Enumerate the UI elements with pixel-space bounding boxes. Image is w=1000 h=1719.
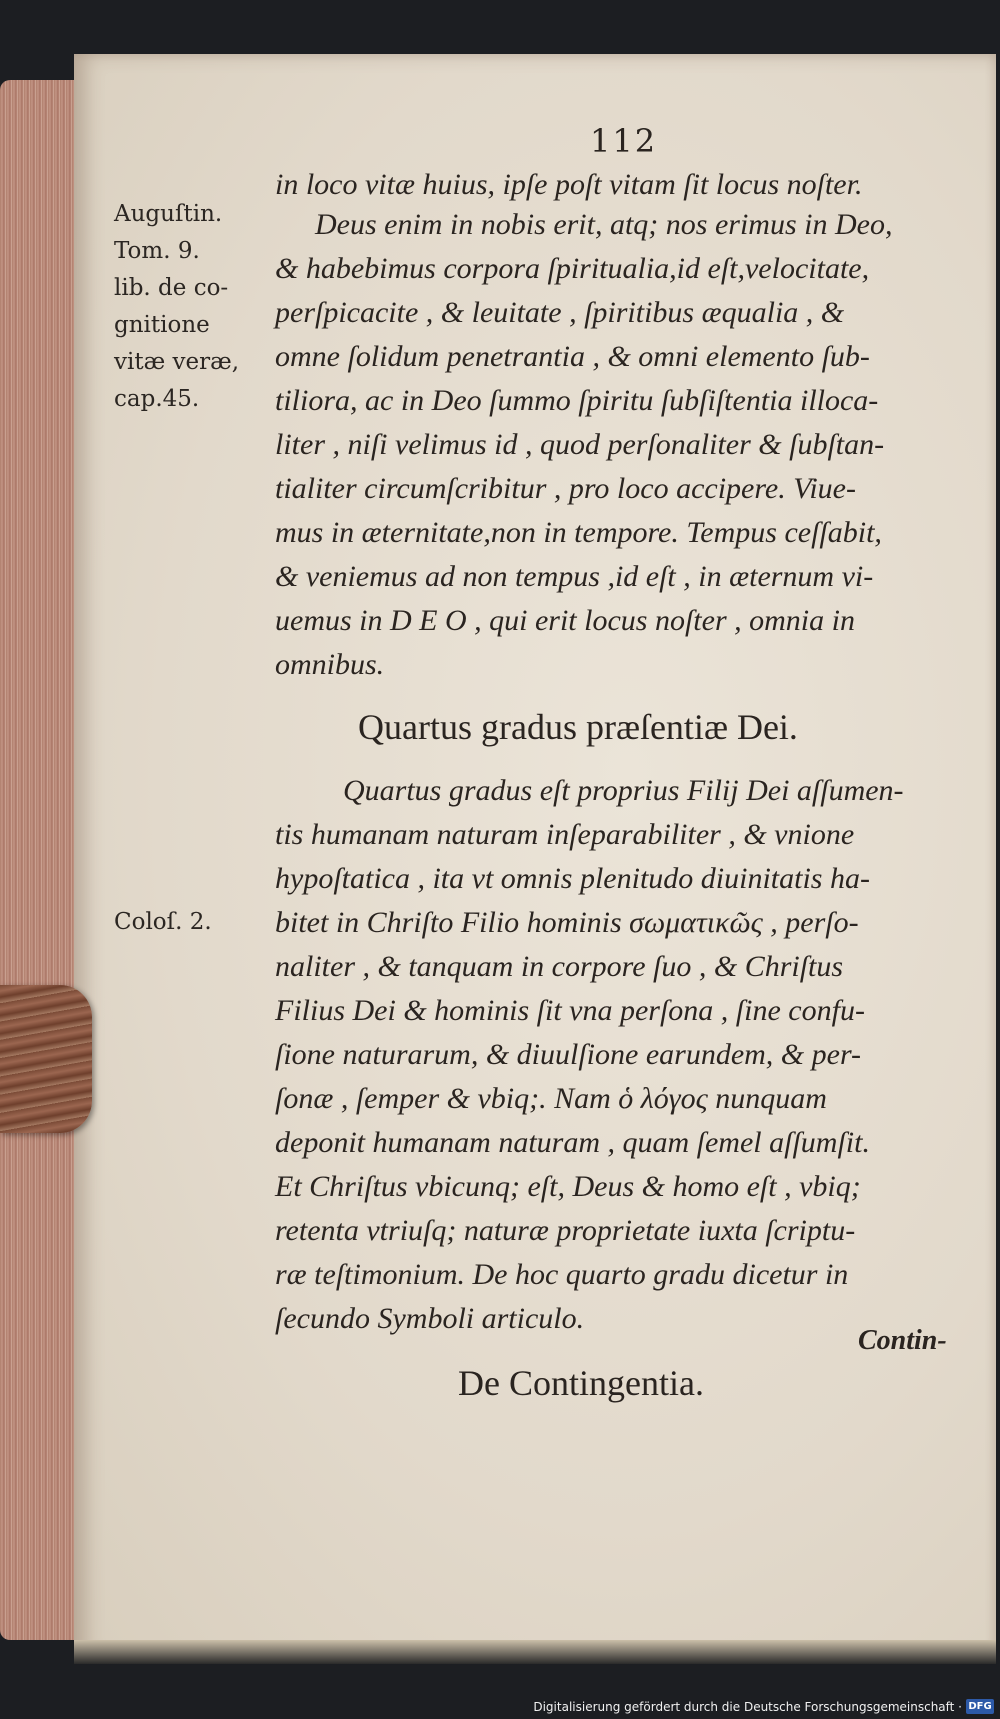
text-line: hypoſtatica , ita vt omnis plenitudo diuinitatis ha- xyxy=(275,862,870,895)
text-line: liter , niſi velimus id , quod perſonaliter & ſubſtan- xyxy=(275,428,885,461)
text-line: Deus enim in nobis erit, atq; nos erimus in Deo, xyxy=(315,208,893,241)
text-line: & habebimus corpora ſpiritualia,id eſt,velocitate, xyxy=(275,252,870,285)
page-bottom-shadow xyxy=(74,1640,996,1664)
text-line: perſpicacite , & leuitate , ſpiritibus æqualia , & xyxy=(275,296,845,329)
text-line: ſonæ , ſemper & vbiq;. Nam ὁ λόγος nunquam xyxy=(275,1082,827,1115)
text-line: uemus in D E O , qui erit locus noſter , omnia in xyxy=(275,604,855,637)
margin-note-line: Tom. 9. xyxy=(114,238,200,264)
text-line: Filius Dei & hominis ſit vna perſona , ſine confu- xyxy=(275,994,865,1027)
margin-note-line: vitæ veræ, xyxy=(114,349,240,375)
digitization-footer xyxy=(0,1696,1000,1719)
book-clasp xyxy=(0,985,92,1133)
text-line: omnibus. xyxy=(275,648,385,681)
margin-note-line: cap.45. xyxy=(114,386,200,412)
text-line: bitet in Chriſto Filio hominis σωματικῶς , perſo- xyxy=(275,906,859,939)
text-line: naliter , & tanquam in corpore ſuo , & Chriſtus xyxy=(275,950,844,983)
text-line: ræ teſtimonium. De hoc quarto gradu dicetur in xyxy=(275,1258,849,1291)
page-number: 112 xyxy=(590,122,658,160)
margin-note-line: lib. de co- xyxy=(114,275,229,301)
text-line: ſecundo Symboli articulo. xyxy=(275,1302,585,1335)
text-line: tialiter circumſcribitur , pro loco accipere. Viue- xyxy=(275,472,856,505)
text-line: mus in æternitate,non in tempore. Tempus ceſſabit, xyxy=(275,516,882,549)
text-line: deponit humanam naturam , quam ſemel aſſumſit. xyxy=(275,1126,870,1159)
text-line: in loco vitæ huius, ipſe poſt vitam ſit locus noſter. xyxy=(275,168,863,201)
margin-note-line: Auguſtin. xyxy=(114,201,223,227)
text-line: Et Chriſtus vbicunq; eſt, Deus & homo eſt , vbiq; xyxy=(275,1170,861,1203)
text-line: tiliora, ac in Deo ſummo ſpiritu ſubſiſtentia illoca- xyxy=(275,384,879,417)
text-line: & veniemus ad non tempus ,id eſt , in æternum vi- xyxy=(275,560,874,593)
dfg-logo: DFG xyxy=(966,1699,994,1714)
section-heading-contingentia: De Contingentia. xyxy=(458,1363,704,1403)
book-page-edges xyxy=(0,80,80,1640)
text-line: Quartus gradus eſt proprius Filij Dei aſſumen- xyxy=(343,774,904,807)
margin-note-line: gnitione xyxy=(114,312,210,338)
text-line: retenta vtriuſq; naturæ proprietate iuxta ſcriptu- xyxy=(275,1214,856,1247)
text-line: omne ſolidum penetrantia , & omni elemento ſub- xyxy=(275,340,870,373)
margin-note-line: Coloſ. 2. xyxy=(114,909,212,935)
margin-note-colossians xyxy=(114,904,212,941)
section-heading-quartus: Quartus gradus præſentiæ Dei. xyxy=(358,707,798,747)
margin-note-augustin xyxy=(114,196,239,418)
catchword: Contin- xyxy=(858,1325,947,1356)
text-line: tis humanam naturam inſeparabiliter , & vnione xyxy=(275,818,855,851)
footer-credit-text: Digitalisierung gefördert durch die Deutsche Forschungsgemeinschaft · xyxy=(533,1700,962,1714)
text-line: ſione naturarum, & diuulſione earundem, & per- xyxy=(275,1038,862,1071)
